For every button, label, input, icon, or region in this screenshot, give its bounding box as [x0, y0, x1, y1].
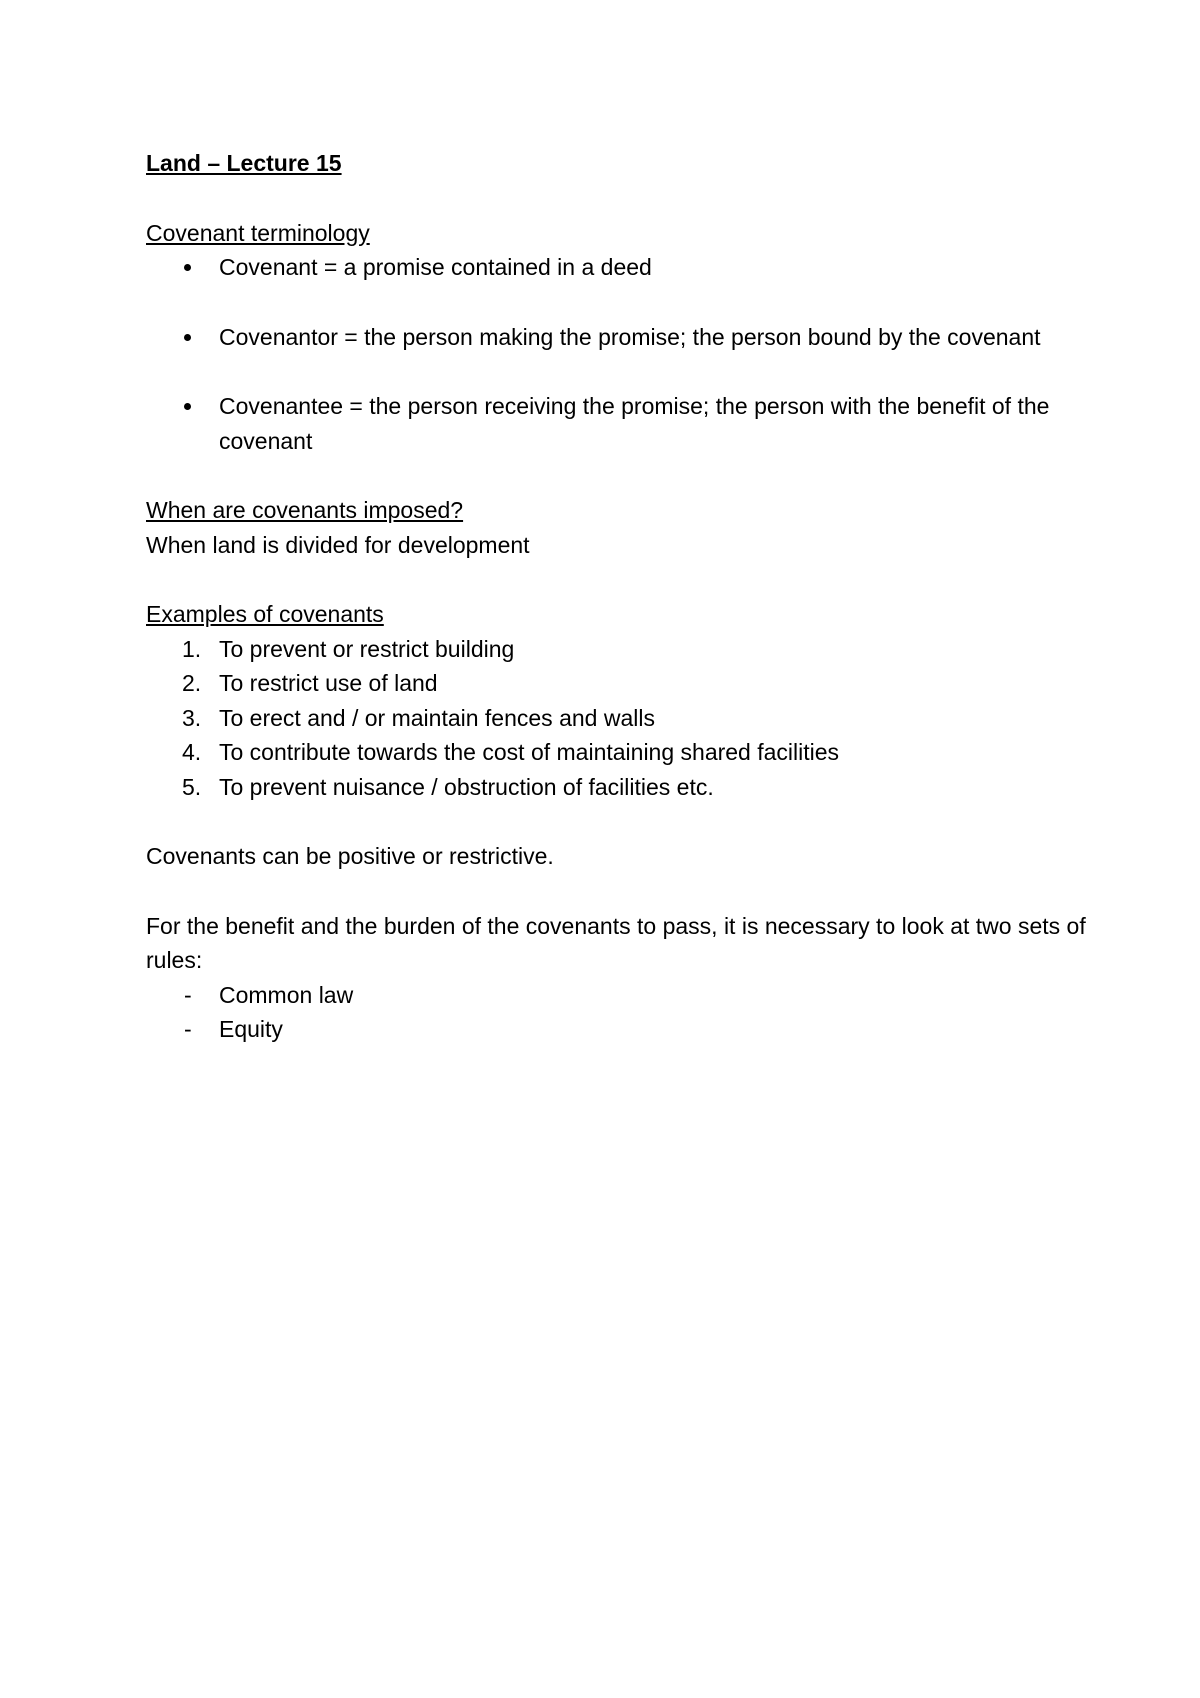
list-item-text: To prevent nuisance / obstruction of facilities etc. — [219, 773, 714, 800]
list-item-text: To contribute towards the cost of maintaining shared facilities — [219, 739, 840, 765]
bullet-icon — [184, 264, 191, 271]
list-item-text: To prevent or restrict building — [219, 635, 515, 662]
list-item — [146, 1012, 1086, 1047]
list-item — [146, 735, 1086, 770]
spacer — [146, 458, 1086, 493]
document-page — [146, 146, 1086, 1047]
examples-list — [146, 632, 1086, 805]
list-item — [146, 978, 1086, 1013]
list-item — [146, 250, 1086, 285]
list-item — [146, 389, 1086, 458]
list-number: 4. — [182, 739, 202, 765]
positive-restrictive-text: Covenants can be positive or restrictive. — [146, 843, 554, 869]
dash-icon: - — [184, 981, 192, 1008]
list-item-text: Covenant = a promise contained in a deed — [219, 254, 652, 280]
spacer — [146, 804, 1086, 839]
list-item — [146, 770, 1086, 805]
list-number: 5. — [182, 773, 202, 800]
list-item-text: Covenantor = the person making the promise; the person bound by the covenant — [219, 323, 1041, 350]
list-number: 1. — [182, 635, 202, 662]
list-item-text: Common law — [219, 981, 354, 1008]
bullet-icon — [184, 403, 191, 410]
terminology-list — [146, 250, 1086, 458]
list-item — [146, 666, 1086, 701]
imposed-heading: When are covenants imposed? — [146, 497, 464, 523]
list-item-text: Equity — [219, 1016, 283, 1042]
list-item — [146, 632, 1086, 667]
terminology-heading: Covenant terminology — [146, 219, 370, 246]
list-item — [146, 320, 1086, 355]
list-item — [146, 701, 1086, 736]
bullet-icon — [184, 334, 191, 341]
rules-intro: For the benefit and the burden of the covenants to pass, it is necessary to look at two sets of rules: — [146, 912, 1086, 973]
list-item-text: Covenantee = the person receiving the promise; the person with the benefit of the covenant — [219, 393, 1050, 454]
list-number: 2. — [182, 670, 202, 696]
list-item-text: To erect and / or maintain fences and walls — [219, 704, 655, 731]
imposed-answer: When land is divided for development — [146, 531, 530, 558]
rules-list — [146, 978, 1086, 1047]
spacer — [146, 874, 1086, 909]
dash-icon: - — [184, 1016, 192, 1042]
examples-heading: Examples of covenants — [146, 601, 384, 627]
page-title: Land – Lecture 15 — [146, 150, 342, 176]
spacer — [146, 562, 1086, 597]
spacer — [146, 181, 1086, 216]
list-item-text: To restrict use of land — [219, 670, 438, 696]
list-number: 3. — [182, 704, 202, 731]
